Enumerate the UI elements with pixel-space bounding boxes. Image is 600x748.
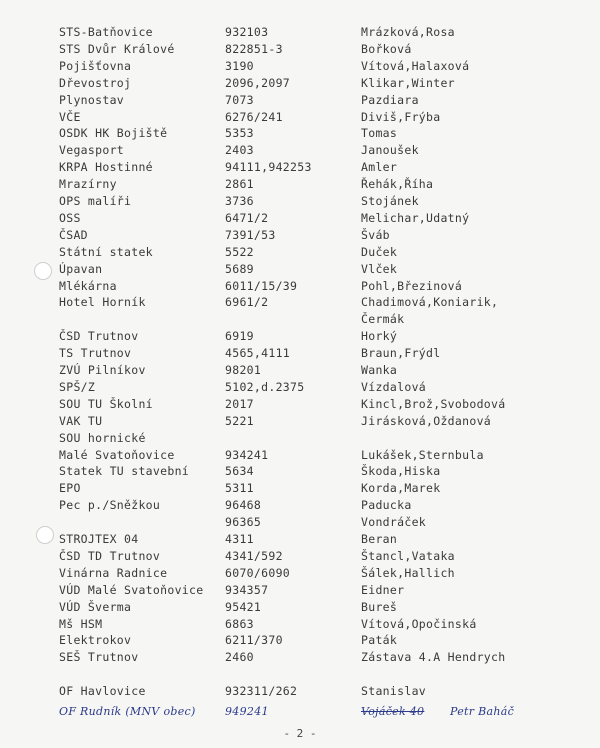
phone-number: 5102,d.2375	[225, 379, 305, 394]
table-row	[0, 599, 600, 616]
org-name: Pojišťovna	[59, 58, 132, 73]
table-row	[0, 210, 600, 227]
table-row	[0, 447, 600, 464]
phone-number: 932311/262	[225, 684, 298, 699]
org-name: Malé Svatoňovice	[59, 447, 175, 462]
org-name: Plynostav	[59, 92, 125, 107]
table-row	[0, 142, 600, 159]
contact-persons: Čermák	[361, 312, 405, 327]
phone-number: 6961/2	[225, 295, 269, 310]
org-name: STS-Batňovice	[59, 25, 153, 39]
contact-persons: Horký	[361, 329, 398, 344]
org-name: VÚD Malé Svatoňovice	[59, 582, 204, 597]
contact-persons: Braun,Frýdl	[361, 346, 441, 361]
table-row	[0, 565, 600, 582]
handwritten-number: 949241	[225, 705, 269, 718]
contact-persons: Bureš	[361, 599, 398, 614]
handwritten-person: Petr Baháč	[450, 705, 515, 718]
org-name: Statek TU stavební	[59, 464, 190, 479]
phone-number: 6070/6090	[225, 565, 291, 580]
phone-number: 6276/241	[225, 109, 283, 124]
org-name: VČE	[59, 109, 81, 124]
table-row	[0, 261, 600, 278]
phone-number: 6919	[225, 329, 254, 344]
contact-persons: Chadimová,Koniarik,	[361, 295, 499, 310]
org-name: STROJTEX 04	[59, 532, 139, 546]
table-row	[0, 125, 600, 142]
org-name: EPO	[59, 481, 81, 496]
contact-persons: Tomas	[361, 126, 398, 141]
contact-persons: Pazdiara	[361, 92, 419, 107]
contact-persons: Vízdalová	[361, 379, 427, 394]
contact-persons: Paták	[361, 633, 398, 648]
org-name: Vinárna Radnice	[59, 565, 168, 580]
phone-number: 7391/53	[225, 227, 276, 242]
org-name: SEŠ Trutnov	[59, 650, 139, 665]
phone-number: 5522	[225, 244, 254, 259]
org-name: KRPA Hostinné	[59, 160, 153, 175]
contact-persons: Zástava 4.A Hendrych	[361, 650, 506, 665]
phone-number: 5634	[225, 464, 254, 479]
contact-persons: Wanka	[361, 363, 398, 377]
phone-number: 5311	[225, 481, 254, 496]
table-row	[0, 41, 600, 58]
org-name: SOU TU Školní	[59, 396, 153, 411]
org-name: ČSD TD Trutnov	[59, 548, 161, 563]
org-name: Dřevostroj	[59, 75, 132, 90]
contact-persons: Vítová,Halaxová	[361, 58, 470, 73]
contact-persons: Paducka	[361, 498, 412, 513]
contact-persons: Jirásková,Oždanová	[361, 413, 492, 428]
contact-persons: Eidner	[361, 582, 405, 597]
phone-number: 2403	[225, 143, 254, 158]
table-row	[0, 616, 600, 633]
org-name: STS Dvůr Králové	[59, 41, 175, 56]
table-row	[0, 666, 600, 683]
org-name: Pec p./Sněžkou	[59, 498, 161, 513]
phone-number: 2861	[225, 177, 254, 192]
handwritten-name: OF Rudník (MNV obec)	[59, 705, 196, 718]
org-name: OPS malíři	[59, 194, 132, 208]
contact-persons: Beran	[361, 532, 398, 546]
page-number: - 2 -	[283, 727, 317, 740]
org-name: ČSD Trutnov	[59, 329, 139, 344]
table-row	[0, 497, 600, 514]
org-name: SPŠ/Z	[59, 379, 96, 394]
phone-number: 6211/370	[225, 633, 283, 648]
org-name: Mrazírny	[59, 177, 117, 192]
table-row	[0, 548, 600, 565]
contact-persons: Stanislav	[361, 684, 427, 699]
table-row	[0, 396, 600, 413]
table-row	[0, 176, 600, 193]
table-row	[0, 109, 600, 126]
org-name: VÚD Šverma	[59, 599, 132, 614]
table-row	[0, 582, 600, 599]
table-row	[0, 328, 600, 345]
org-name: Mlékárna	[59, 278, 117, 293]
contact-persons: Vítová,Opočinská	[361, 616, 477, 631]
org-name: ČSAD	[59, 227, 88, 242]
contact-persons: Janoušek	[361, 143, 419, 158]
contact-persons: Lukášek,Sternbula	[361, 447, 484, 462]
org-name: Úpavan	[59, 261, 103, 276]
phone-number: 932103	[225, 25, 269, 39]
contact-persons: Štancl,Vataka	[361, 548, 455, 563]
phone-number: 934241	[225, 447, 269, 462]
org-name: Vegasport	[59, 143, 125, 158]
contact-persons: Šálek,Hallich	[361, 565, 455, 580]
phone-number: 2096,2097	[225, 75, 291, 90]
phone-number: 98201	[225, 363, 262, 377]
contact-persons: Stojánek	[361, 194, 419, 208]
phone-number: 822851-3	[225, 41, 283, 56]
phone-number: 4311	[225, 532, 254, 546]
org-name: OF Havlovice	[59, 684, 146, 699]
phone-number: 96468	[225, 498, 262, 513]
table-row	[0, 463, 600, 480]
contact-persons: Šváb	[361, 227, 390, 242]
table-row	[0, 24, 600, 41]
phone-number: 2017	[225, 396, 254, 411]
table-row	[0, 362, 600, 379]
phone-number: 934357	[225, 582, 269, 597]
table-row	[0, 244, 600, 261]
phone-number: 4341/592	[225, 548, 283, 563]
table-row	[0, 514, 600, 531]
table-row	[0, 345, 600, 362]
contact-persons: Korda,Marek	[361, 481, 441, 496]
phone-number: 5689	[225, 261, 254, 276]
org-name: SOU hornické	[59, 430, 146, 445]
table-row	[0, 75, 600, 92]
contact-persons: Klikar,Winter	[361, 75, 455, 90]
table-row	[0, 278, 600, 295]
table-row	[0, 58, 600, 75]
table-row	[0, 159, 600, 176]
org-name: Hotel Horník	[59, 295, 146, 310]
phone-number: 5221	[225, 413, 254, 428]
table-row	[0, 480, 600, 497]
contact-persons: Diviš,Frýba	[361, 109, 441, 124]
contact-persons: Vlček	[361, 261, 398, 276]
contact-persons: Amler	[361, 160, 398, 175]
org-name: OSS	[59, 210, 81, 225]
org-name: TS Trutnov	[59, 346, 132, 361]
org-name: Mš HSM	[59, 616, 103, 631]
table-row	[0, 294, 600, 311]
contact-persons: Pohl,Březinová	[361, 278, 463, 293]
phone-number: 95421	[225, 599, 262, 614]
org-name: ZVÚ Pilníkov	[59, 363, 146, 377]
handwritten-row	[0, 703, 600, 720]
table-row	[0, 649, 600, 666]
contact-persons: Kincl,Brož,Svobodová	[361, 396, 506, 411]
phone-number: 6863	[225, 616, 254, 631]
contact-persons: Škoda,Hiska	[361, 464, 441, 479]
table-row	[0, 413, 600, 430]
table-row	[0, 531, 600, 548]
contact-persons: Melichar,Udatný	[361, 210, 470, 225]
phone-number: 3736	[225, 194, 254, 208]
table-row	[0, 632, 600, 649]
phone-number: 4565,4111	[225, 346, 291, 361]
table-row	[0, 193, 600, 210]
phone-number: 94111,942253	[225, 160, 312, 175]
org-name: Elektrokov	[59, 633, 132, 648]
phone-number: 3190	[225, 58, 254, 73]
contact-persons: Duček	[361, 244, 398, 259]
table-row	[0, 430, 600, 447]
phone-number: 6471/2	[225, 210, 269, 225]
contact-persons: Vondráček	[361, 515, 427, 530]
phone-number: 6011/15/39	[225, 278, 298, 293]
org-name: VAK TU	[59, 413, 103, 428]
phone-number: 5353	[225, 126, 254, 141]
org-name: Státní statek	[59, 244, 153, 259]
contact-persons: Řehák,Říha	[361, 177, 434, 192]
handwritten-struck-person: Vojáček 40	[361, 705, 425, 718]
table-row	[0, 379, 600, 396]
contact-persons: Mrázková,Rosa	[361, 25, 455, 39]
phone-number: 96365	[225, 515, 262, 530]
org-name: OSDK HK Bojiště	[59, 126, 168, 141]
phone-number: 7073	[225, 92, 254, 107]
table-row	[0, 683, 600, 700]
table-row	[0, 227, 600, 244]
table-row	[0, 92, 600, 109]
phone-number: 2460	[225, 650, 254, 665]
contact-persons: Bořková	[361, 41, 412, 56]
table-row	[0, 311, 600, 328]
